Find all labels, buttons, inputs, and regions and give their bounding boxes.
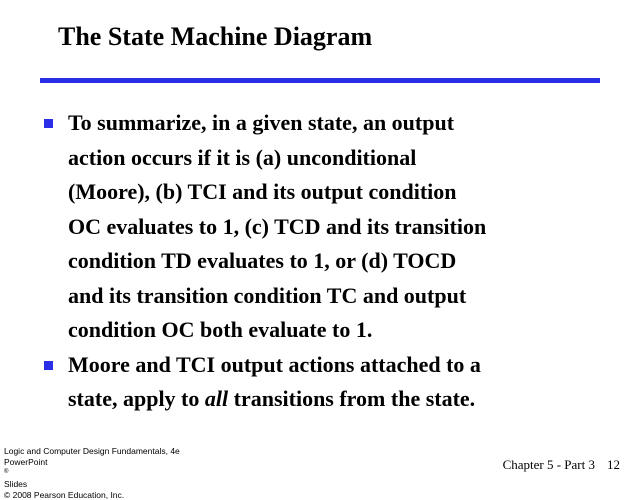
footer-copyright-notice: © 2008 Pearson Education, Inc. [4,489,125,500]
bullet-list [44,106,624,417]
footer-chapter [503,457,620,473]
bullet-text-line: and its transition condition TC and output [68,282,467,308]
bullet-text-line [68,382,624,417]
slide-title: The State Machine Diagram [58,22,373,51]
bullet-marker [44,361,53,370]
bullet-text-line: (Moore), (b) TCI and its output condition [68,179,457,204]
bullet-text-line: condition OC both evaluate to 1. [68,317,373,342]
bullet-text-line: OC evaluates to 1, (c) TCD and its transition [68,213,487,239]
bullet-marker [44,119,53,128]
emphasis-text: all [204,386,229,411]
bullet-text-line: condition TD evaluates to 1, or (d) TOCD [68,248,457,273]
registered-mark: ® [4,469,9,475]
footer-book-title: Logic and Computer Design Fundamentals, 4e [4,446,180,456]
page-number: 12 [607,457,620,472]
footer-copyright [4,446,180,500]
footer-slides-pre: PowerPoint [4,456,48,467]
bullet-text-line: action occurs if it is (a) unconditional [68,144,417,170]
bullet-text: transitions from the state. [228,386,476,411]
title-underline [40,78,600,83]
bullet-text-line: Moore and TCI output actions attached to a [68,351,481,377]
bullet-item [44,106,624,348]
bullet-text-line: To summarize, in a given state, an output [68,110,455,135]
bullet-text: state, apply to [68,386,205,411]
bullet-item [44,348,624,417]
footer-slides-post: Slides [4,479,28,490]
footer-slides-label [4,457,180,490]
chapter-label: Chapter 5 - Part 3 [502,457,595,472]
